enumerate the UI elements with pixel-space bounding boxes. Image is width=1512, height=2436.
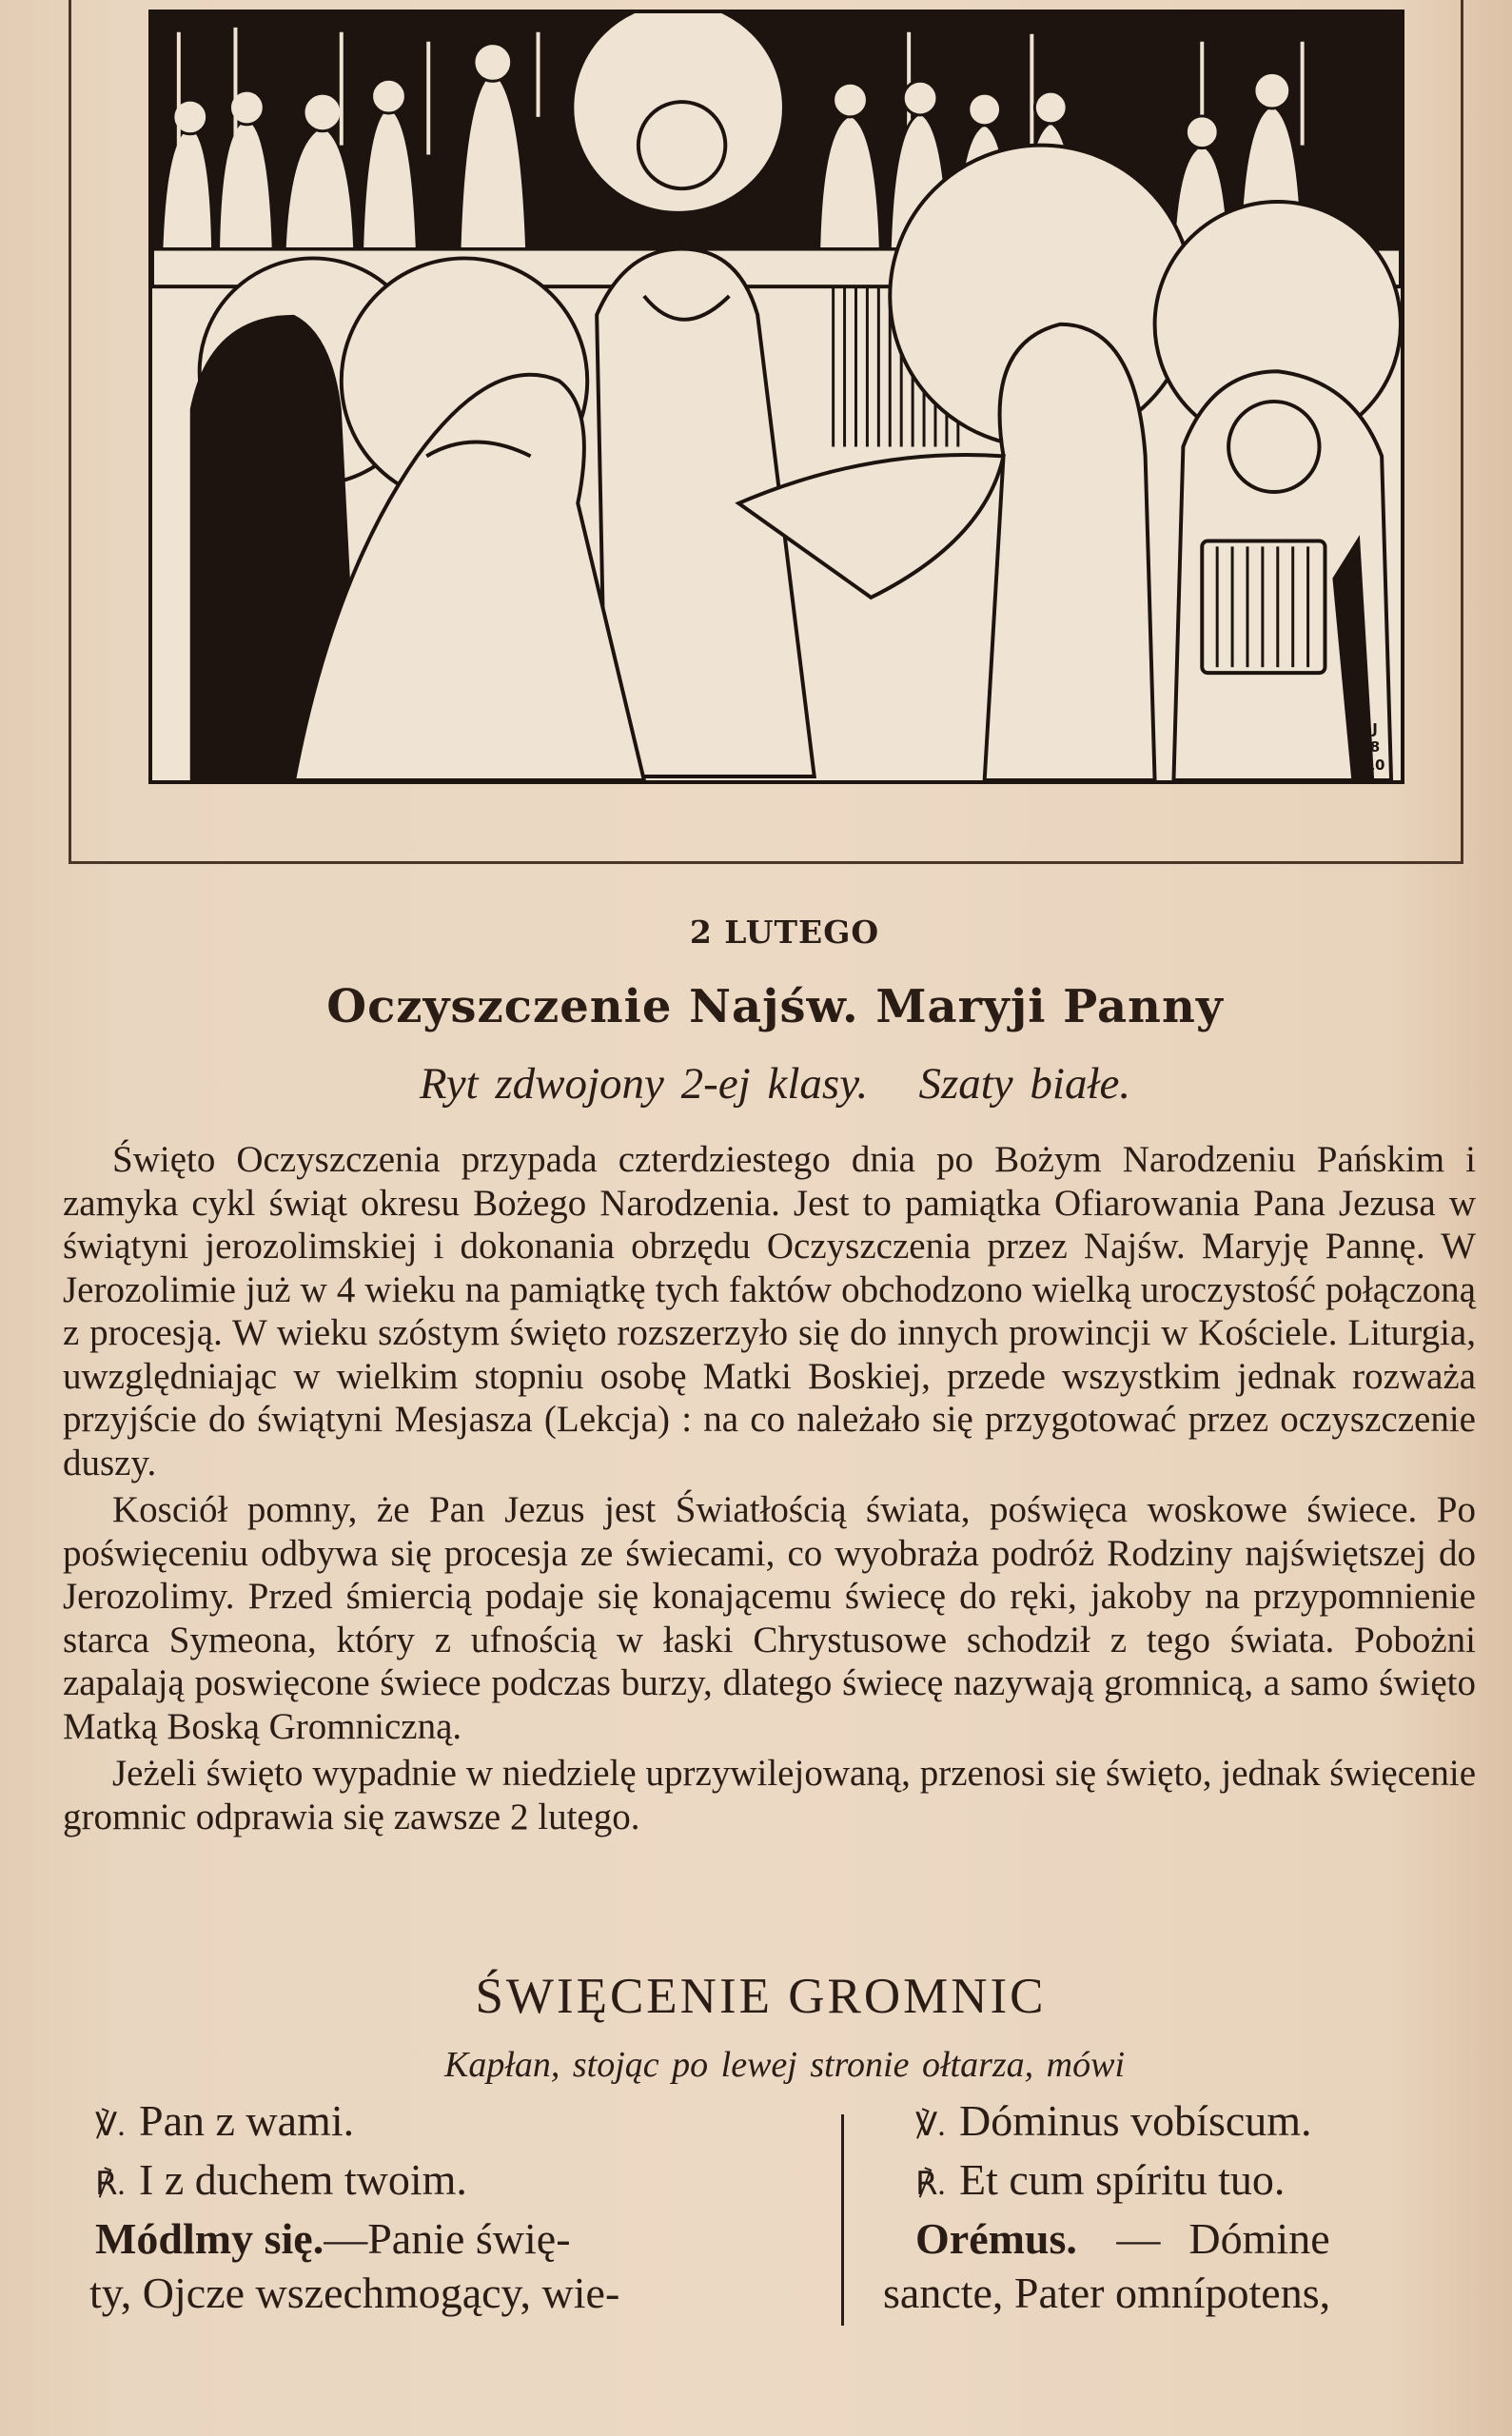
versicle-line — [883, 2093, 1473, 2152]
joseph-figure — [1155, 202, 1401, 780]
paragraph: Jeżeli święto wypadnie w niedzielę uprzywilejowaną, przenosi się święto, jednak święcenie gromnic odprawia się zawsze 2 lutego. — [63, 1753, 1476, 1837]
response-line — [883, 2152, 1473, 2211]
artist-signature — [1357, 720, 1393, 775]
versicle-line — [95, 2093, 826, 2152]
prayer-text: sancte, Pater omnípotens, — [883, 2269, 1331, 2317]
prayer-dash: — — [1116, 2214, 1161, 2263]
prayer-label: Módlmy się. — [95, 2214, 324, 2263]
response-line — [95, 2152, 826, 2211]
rubric: Kapłan, stojąc po lewej stronie ołtarza, mówi — [443, 2045, 1126, 2085]
prayer-label: Orémus. — [915, 2214, 1077, 2263]
versicle-text: Dóminus vobíscum. — [959, 2096, 1312, 2145]
signature-line: 10 — [1365, 756, 1385, 774]
versicle-text: Pan z wami. — [139, 2096, 355, 2145]
paragraph: Święto Oczyszczenia przypada czterdziestego dnia po Bożym Narodzeniu Pańskim i zamyka cykl świąt okresu Bożego Narodzenia. Jest to pamiątka Ofiarowania Pana Jezusa w świątyni jerozolimskiej i dokonania obrzędu Oczyszczenia przez Najśw. Maryję Pannę. W Jerozolimie już w 4 wieku na pamiątkę tych faktów obchodzono wielką uroczystość połączoną z procesją. W wieku szóstym święto rozszerzyło się do innych prowincji w Kościele. Liturgia, uwzględniając w wielkim stopniu osobę Matki Boskiej, przede wszystkim jednak rozważa przyjście do świątyni Mesjasza (Lekcja) : na co należało się przygotować przez oczyszczenie duszy. — [63, 1139, 1476, 1483]
prayer-text: ty, Ojcze wszechmogący, wie- — [89, 2269, 620, 2317]
prayer-text: Panie świę- — [367, 2214, 571, 2263]
prayer-dash: — — [324, 2214, 368, 2263]
section-title: ŚWIĘCENIE GROMNIC — [475, 1969, 1047, 2024]
illustration-presentation-in-temple — [148, 10, 1404, 784]
feast-description — [63, 1138, 1476, 1838]
latin-column — [883, 2093, 1473, 2320]
prayer-line — [883, 2266, 1473, 2320]
prayer-text: Dómine — [1188, 2214, 1330, 2263]
prayer-line — [89, 2266, 826, 2320]
signature-line: J — [1372, 720, 1378, 737]
response-icon: ℟. — [915, 2167, 946, 2202]
versicle-icon: ℣. — [915, 2108, 946, 2143]
polish-column — [89, 2093, 826, 2320]
column-divider — [841, 2114, 844, 2326]
signature-line: 8 — [1369, 738, 1381, 756]
engraving-artwork — [152, 13, 1401, 780]
prayer-line — [95, 2211, 826, 2266]
versicle-icon: ℣. — [95, 2108, 126, 2143]
response-icon: ℟. — [95, 2167, 126, 2202]
response-text: Et cum spíritu tuo. — [959, 2155, 1286, 2204]
feast-title: Oczyszczenie Najśw. Maryji Panny — [326, 980, 1224, 1033]
prayer-line — [883, 2211, 1473, 2266]
rite-rank: Ryt zdwojony 2-ej klasy. Szaty białe. — [419, 1059, 1131, 1109]
paragraph: Kosciół pomny, że Pan Jezus jest Światłością świata, poświęca woskowe świece. Po poświęceniu odbywa się procesja ze świecami, co wyobraża podróż Rodziny najświętszej do Jerozolimy. Przed śmiercią podaje się konającemu świecę do ręki, jakoby na przypomnienie starca Symeona, który z ufnością w łaski Chrystusowe schodził z tego świata. Pobożni zapalają poswięcone świece podczas burzy, dlatego świecę nazywają gromnicą, a samo święto Matką Boską Gromniczną. — [63, 1489, 1476, 1747]
response-text: I z duchem twoim. — [139, 2155, 467, 2204]
feast-date: 2 LUTEGO — [689, 914, 880, 951]
